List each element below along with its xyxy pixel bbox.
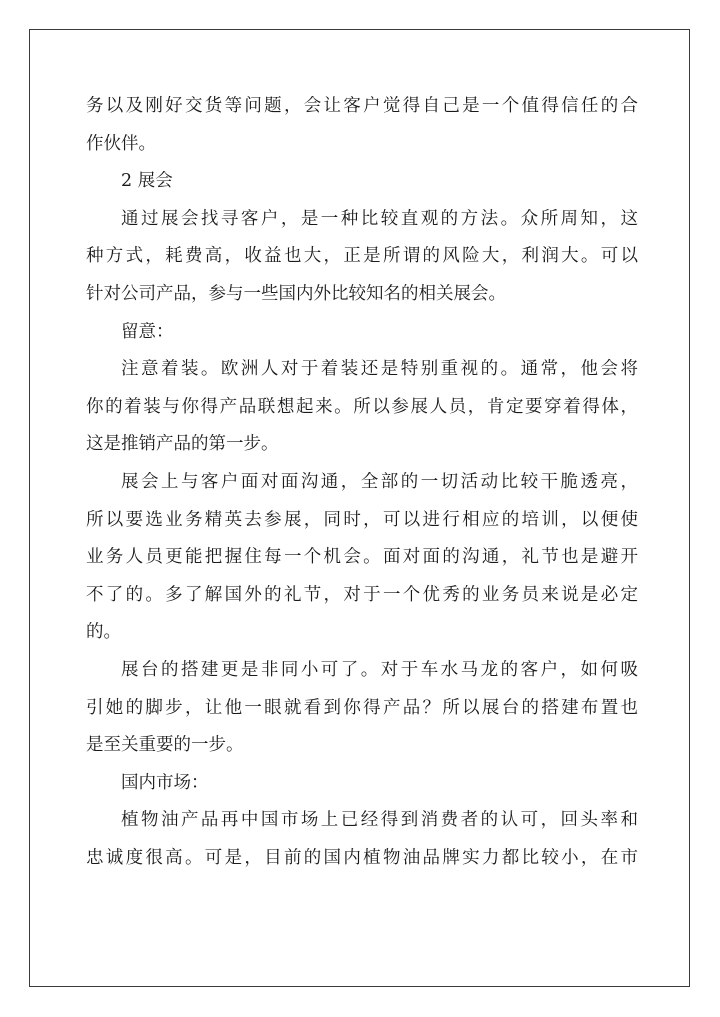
- subheading: 国内市场：: [121, 772, 209, 793]
- text-line: 注意着装。欧洲人对于着装还是特别重视的。通常，他会将: [121, 359, 638, 380]
- text-line: 展会上与客户面对面沟通，全部的一切活动比较干脆透亮，: [121, 471, 638, 492]
- text-line: 植物油产品再中国市场上已经得到消费者的认可，回头率和: [121, 810, 638, 831]
- text-line: 不了的。多了解国外的礼节，对于一个优秀的业务员来说是必定: [86, 584, 638, 605]
- text-line: 所以要选业务精英去参展，同时，可以进行相应的培训，以便使: [86, 509, 638, 530]
- text-line: 引她的脚步，让他一眼就看到你得产品？所以展台的搭建布置也: [86, 697, 638, 718]
- text-line: 忠诚度很高。可是，目前的国内植物油品牌实力都比较小，在市: [86, 847, 638, 868]
- text-line: 这是推销产品的第一步。: [86, 434, 279, 455]
- text-line: 你的着装与你得产品联想起来。所以参展人员，肯定要穿着得体，: [86, 396, 638, 417]
- text-line: 是至关重要的一步。: [86, 735, 244, 756]
- text-line: 通过展会找寻客户，是一种比较直观的方法。众所周知，这: [121, 208, 638, 229]
- text-line: 针对公司产品，参与一些国内外比较知名的相关展会。: [86, 283, 506, 304]
- document-body: [86, 88, 638, 877]
- text-line: 作伙伴。: [86, 133, 156, 154]
- text-line: 展台的搭建更是非同小可了。对于车水马龙的客户，如何吸: [121, 659, 638, 680]
- subheading: 留意：: [121, 321, 174, 342]
- text-line: 种方式，耗费高，收益也大，正是所谓的风险大，利润大。可以: [86, 246, 638, 267]
- text-line: 的。: [86, 622, 121, 643]
- text-line: 业务人员更能把握住每一个机会。面对面的沟通，礼节也是避开: [86, 547, 638, 568]
- text-line: 务以及刚好交货等问题，会让客户觉得自己是一个值得信任的合: [86, 96, 638, 116]
- section-heading: 2 展会: [121, 171, 173, 192]
